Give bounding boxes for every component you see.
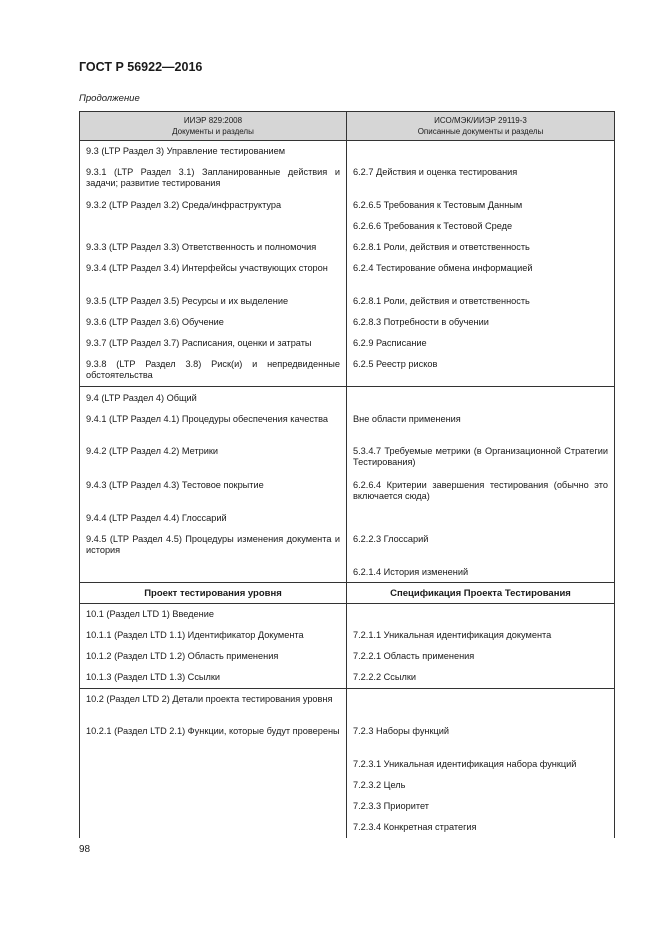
header-left-line1: ИИЭР 829:2008 <box>183 116 243 125</box>
cell-right: 7.2.3 Наборы функций <box>347 721 615 754</box>
table-row <box>80 312 615 333</box>
cell-right: 6.2.2.3 Глоссарий <box>347 529 615 562</box>
table-row <box>80 409 615 441</box>
table-row <box>80 604 615 625</box>
cell-right: 6.2.6.5 Требования к Тестовым Данным <box>347 195 615 216</box>
cell-right: 6.2.6.6 Требования к Тестовой Среде <box>347 216 615 237</box>
document-standard-title: ГОСТ Р 56922—2016 <box>79 60 203 74</box>
cell-left: 9.3.5 (LTP Раздел 3.5) Ресурсы и их выделение <box>80 291 347 312</box>
cell-left: 9.3 (LTP Раздел 3) Управление тестированием <box>80 141 347 162</box>
cell-left: 10.1.3 (Раздел LTD 1.3) Ссылки <box>80 667 347 689</box>
cell-left: 10.2.1 (Раздел LTD 2.1) Функции, которые будут проверены <box>80 721 347 754</box>
table-row <box>80 646 615 667</box>
mapping-table <box>79 111 615 838</box>
cell-right <box>347 508 615 529</box>
header-right-line2: Описанные документы и разделы <box>417 127 544 136</box>
cell-left: 10.1.2 (Раздел LTD 1.2) Область применения <box>80 646 347 667</box>
table-row <box>80 689 615 721</box>
cell-right <box>347 689 615 721</box>
table-row <box>80 333 615 354</box>
table-row <box>80 441 615 475</box>
cell-right: 6.2.7 Действия и оценка тестирования <box>347 162 615 195</box>
table-row <box>80 508 615 529</box>
cell-right: 6.2.5 Реестр рисков <box>347 354 615 387</box>
cell-left <box>80 562 347 583</box>
table-row <box>80 216 615 237</box>
cell-right: 6.2.4 Тестирование обмена информацией <box>347 258 615 291</box>
cell-left <box>80 796 347 817</box>
cell-right: 7.2.3.4 Конкретная стратегия <box>347 817 615 838</box>
cell-left: 9.4.3 (LTP Раздел 4.3) Тестовое покрытие <box>80 475 347 508</box>
table-row <box>80 162 615 195</box>
cell-left: 9.4.2 (LTP Раздел 4.2) Метрики <box>80 441 347 475</box>
cell-right: 7.2.1.1 Уникальная идентификация документа <box>347 625 615 646</box>
cell-right: 6.2.6.4 Критерии завершения тестирования (обычно это включается сюда) <box>347 475 615 508</box>
table-row <box>80 475 615 508</box>
subheader-right: Спецификация Проекта Тестирования <box>347 583 615 604</box>
cell-left: 9.3.7 (LTP Раздел 3.7) Расписания, оценки и затраты <box>80 333 347 354</box>
cell-left <box>80 775 347 796</box>
table-row <box>80 237 615 258</box>
cell-right: Вне области применения <box>347 409 615 441</box>
cell-right: 7.2.2.2 Ссылки <box>347 667 615 689</box>
table-row <box>80 195 615 216</box>
cell-left: 9.3.2 (LTP Раздел 3.2) Среда/инфраструктура <box>80 195 347 216</box>
cell-left: 9.4 (LTP Раздел 4) Общий <box>80 387 347 409</box>
cell-left <box>80 754 347 775</box>
header-right <box>347 112 615 141</box>
continuation-label: Продолжение <box>79 93 140 104</box>
cell-left: 10.2 (Раздел LTD 2) Детали проекта тестирования уровня <box>80 689 347 721</box>
cell-right: 6.2.8.3 Потребности в обучении <box>347 312 615 333</box>
table-header-row <box>80 112 615 141</box>
table-row <box>80 775 615 796</box>
cell-left: 10.1.1 (Раздел LTD 1.1) Идентификатор Документа <box>80 625 347 646</box>
cell-right: 7.2.3.1 Уникальная идентификация набора функций <box>347 754 615 775</box>
table-row <box>80 796 615 817</box>
cell-left <box>80 216 347 237</box>
table-row <box>80 721 615 754</box>
cell-left: 9.4.5 (LTP Раздел 4.5) Процедуры изменения документа и история <box>80 529 347 562</box>
cell-left <box>80 817 347 838</box>
table-row <box>80 354 615 387</box>
table-subheader-row <box>80 583 615 604</box>
table-row <box>80 817 615 838</box>
cell-right: 6.2.8.1 Роли, действия и ответственность <box>347 237 615 258</box>
header-left-line2: Документы и разделы <box>172 127 254 136</box>
cell-left: 9.4.4 (LTP Раздел 4.4) Глоссарий <box>80 508 347 529</box>
table-row <box>80 141 615 162</box>
cell-right: 7.2.3.2 Цель <box>347 775 615 796</box>
table-row <box>80 291 615 312</box>
cell-left: 9.3.4 (LTP Раздел 3.4) Интерфейсы участвующих сторон <box>80 258 347 291</box>
cell-right <box>347 387 615 409</box>
cell-right: 7.2.3.3 Приоритет <box>347 796 615 817</box>
subheader-left: Проект тестирования уровня <box>80 583 347 604</box>
table-row <box>80 387 615 409</box>
table-row <box>80 258 615 291</box>
cell-right: 6.2.8.1 Роли, действия и ответственность <box>347 291 615 312</box>
cell-right: 5.3.4.7 Требуемые метрики (в Организационной Стратегии Тестирования) <box>347 441 615 475</box>
cell-right <box>347 604 615 625</box>
table-row <box>80 667 615 689</box>
header-left <box>80 112 347 141</box>
cell-left: 9.3.3 (LTP Раздел 3.3) Ответственность и полномочия <box>80 237 347 258</box>
cell-left: 9.3.6 (LTP Раздел 3.6) Обучение <box>80 312 347 333</box>
page-number: 98 <box>79 844 91 855</box>
header-right-line1: ИСО/МЭК/ИИЭР 29119-3 <box>434 116 527 125</box>
table-row <box>80 625 615 646</box>
cell-right: 7.2.2.1 Область применения <box>347 646 615 667</box>
cell-left: 9.4.1 (LTP Раздел 4.1) Процедуры обеспечения качества <box>80 409 347 441</box>
cell-right: 6.2.1.4 История изменений <box>347 562 615 583</box>
cell-left: 10.1 (Раздел LTD 1) Введение <box>80 604 347 625</box>
table-row <box>80 754 615 775</box>
cell-left: 9.3.1 (LTP Раздел 3.1) Запланированные действия и задачи; развитие тестирования <box>80 162 347 195</box>
table-row <box>80 529 615 562</box>
cell-left: 9.3.8 (LTP Раздел 3.8) Риск(и) и непредвиденные обстоятельства <box>80 354 347 387</box>
cell-right <box>347 141 615 162</box>
table-row <box>80 562 615 583</box>
cell-right: 6.2.9 Расписание <box>347 333 615 354</box>
